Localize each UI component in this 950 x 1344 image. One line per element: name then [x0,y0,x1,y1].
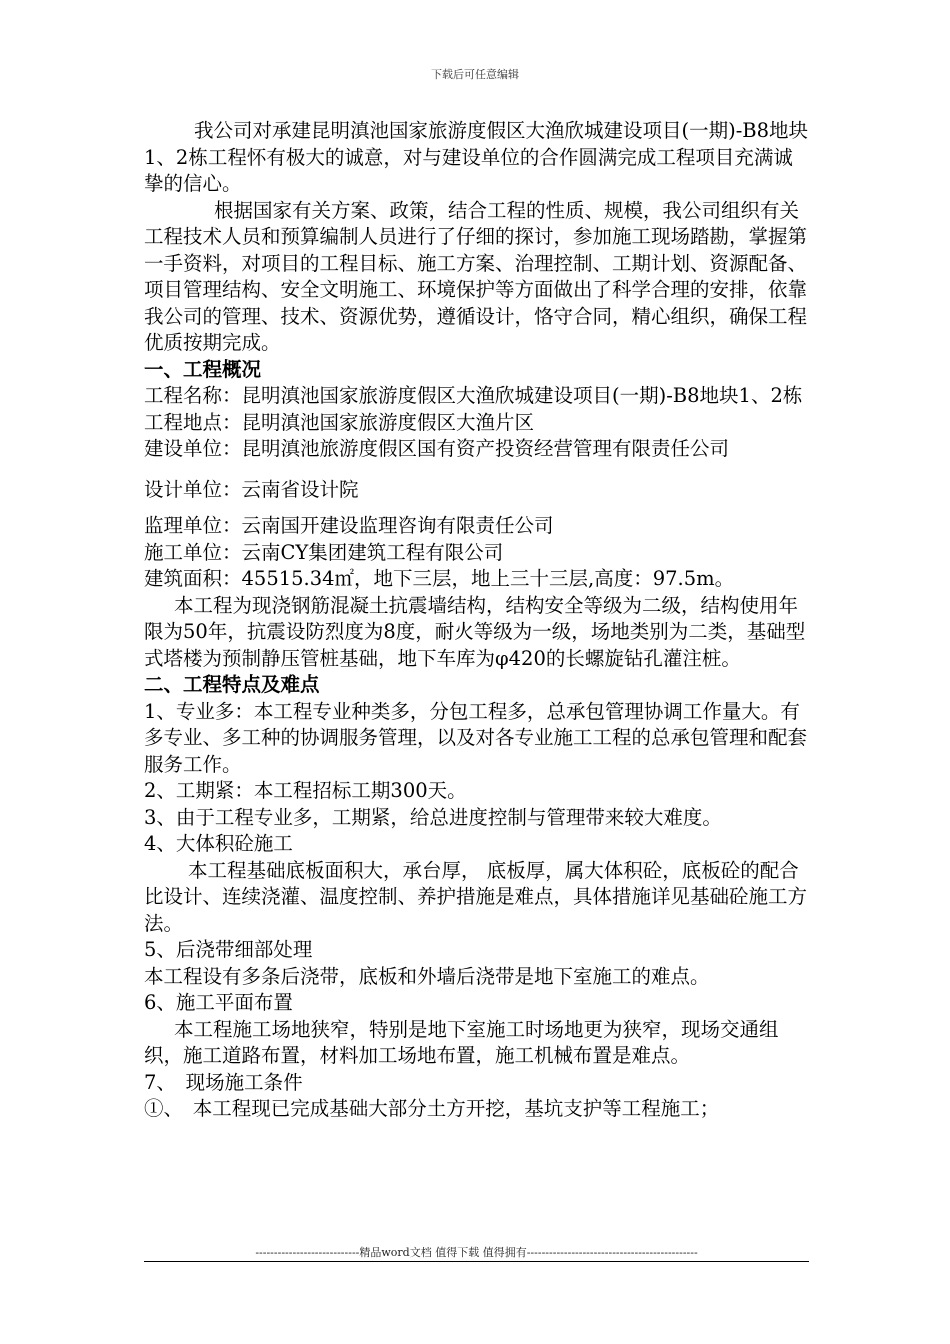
owner-unit: 建设单位：昆明滇池旅游度假区国有资产投资经营管理有限责任公司 [144,437,730,460]
feature-item-5-text: 本工程设有多条后浇带，底板和外墙后浇带是地下室施工的难点。 [144,964,710,988]
feature-item-7-title: 7、 现场施工条件 [144,1070,303,1094]
feature-item-6-title: 6、施工平面布置 [144,991,293,1014]
section-heading-overview: 一、工程概况 [144,357,262,381]
feature-item-5-title: 5、后浇带细部处理 [144,938,313,961]
page-footer: ----------------------------精品word文档 值得下载 值得拥有---------------------------------------------- [255,1246,698,1259]
document-body [144,118,809,1123]
building-area: 建筑面积：45515.34㎡，地下三层，地上三十三层,高度：97.5m。 [144,567,735,590]
feature-item-4-title: 4、大体积砼施工 [144,832,293,855]
feature-item-7-sub-1: ①、 本工程现已完成基础大部分土方开挖，基坑支护等工程施工； [144,1097,720,1120]
supervision-unit: 监理单位：云南国开建设监理咨询有限责任公司 [144,514,554,537]
feature-item-1: 1、专业多：本工程专业种类多，分包工程多，总承包管理协调工作量大。有多专业、多工种的协调服务管理，以及对各专业施工工程的总承包管理和配套服务工作。 [144,699,808,776]
structure-description: 本工程为现浇钢筋混凝土抗震墙结构，结构安全等级为二级，结构使用年限为50年，抗震设防烈度为8度，耐火等级为一级，场地类别为二类，基础型式塔楼为预制静压管桩基础，地下车库为φ420的长螺旋钻孔灌注桩。 [144,593,806,670]
section-heading-features: 二、工程特点及难点 [144,673,320,696]
feature-item-4-text: 本工程基础底板面积大，承台厚， 底板厚，属大体积砼，底板砼的配合比设计、连续浇灌、温度控制、养护措施是难点，具体措施详见基础砼施工方法。 [144,858,808,935]
intro-paragraph-2: 根据国家有关方案、政策，结合工程的性质、规模，我公司组织有关工程技术人员和预算编制人员进行了仔细的探讨，参加施工现场踏勘，掌握第一手资料，对项目的工程目标、施工方案、治理控制、工期计划、资源配备、项目管理结构、安全文明施工、环境保护等方面做出了科学合理的安排，依靠我公司的管理、技术、资源优势，遵循设计，恪守合同，精心组织，确保工程优质按期完成。 [144,198,808,354]
construction-unit: 施工单位：云南CY集团建筑工程有限公司 [144,540,504,564]
project-name: 工程名称：昆明滇池国家旅游度假区大渔欣城建设项目(一期)-B8地块1、2栋 [144,384,803,407]
footer-rule [144,1261,809,1262]
project-location: 工程地点：昆明滇池国家旅游度假区大渔片区 [144,410,535,434]
page-header: 下载后可任意编辑 [431,68,519,81]
design-unit: 设计单位：云南省设计院 [144,477,359,501]
feature-item-2: 2、工期紧：本工程招标工期300天。 [144,779,467,802]
feature-item-3: 3、由于工程专业多，工期紧，给总进度控制与管理带来较大难度。 [144,805,722,829]
intro-paragraph-1: 我公司对承建昆明滇池国家旅游度假区大渔欣城建设项目(一期)-B8地块1、2栋工程怀有极大的诚意，对与建设单位的合作圆满完成工程项目充满诚挚的信心。 [144,119,809,195]
feature-item-6-text: 本工程施工场地狭窄，特别是地下室施工时场地更为狭窄，现场交通组织，施工道路布置，材料加工场地布置，施工机械布置是难点。 [144,1017,779,1067]
